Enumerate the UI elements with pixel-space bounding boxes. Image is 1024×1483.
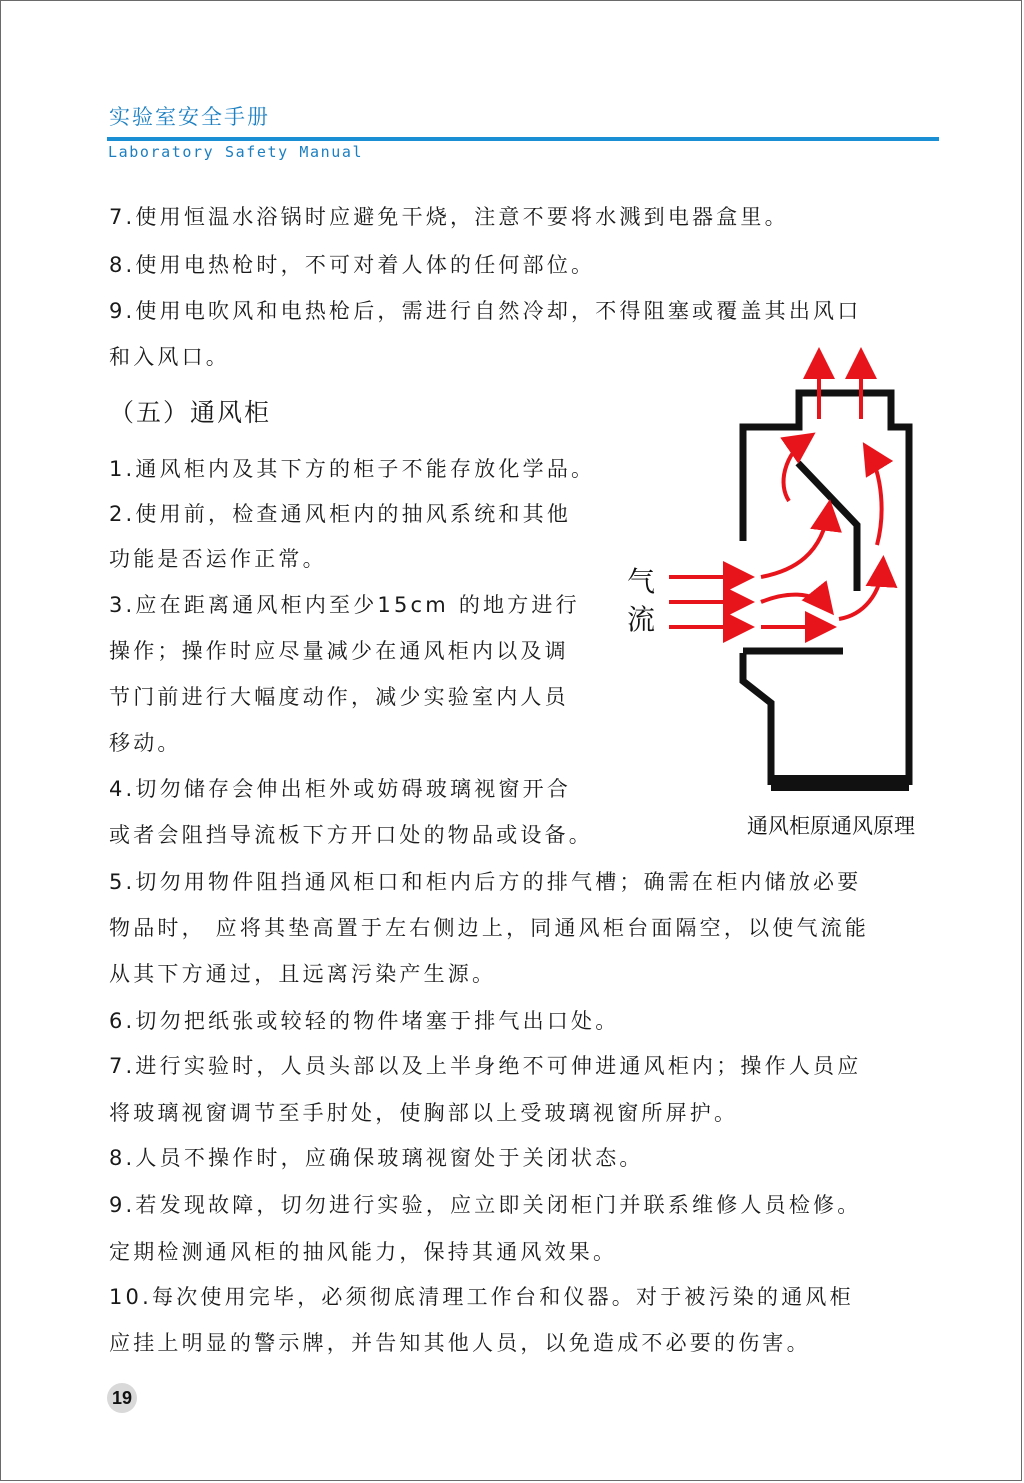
airflow-label: 气 <box>627 565 656 598</box>
paragraph-line: 9.使用电吹风和电热枪后，需进行自然冷却，不得阻塞或覆盖其出风口 <box>109 299 862 323</box>
flow-arrow <box>867 449 882 545</box>
page-number: 19 <box>107 1383 137 1413</box>
hood-base <box>771 775 909 791</box>
fume-hood-diagram <box>613 345 943 845</box>
header-subtitle: Laboratory Safety Manual <box>108 143 364 161</box>
paragraph-line: 8.人员不操作时，应确保玻璃视窗处于关闭状态。 <box>109 1146 644 1170</box>
paragraph-line: 4.切勿储存会伸出柜外或妨碍玻璃视窗开合 <box>109 777 572 801</box>
paragraph-line: 功能是否运作正常。 <box>109 547 327 571</box>
section-title: （五）通风柜 <box>109 398 272 427</box>
flow-arrow <box>761 595 829 609</box>
paragraph-line: 将玻璃视窗调节至手肘处，使胸部以上受玻璃视窗所屏护。 <box>109 1101 739 1125</box>
paragraph-line: 和入风口。 <box>109 345 230 369</box>
paragraph-line: 从其下方通过，且远离污染产生源。 <box>109 962 497 986</box>
airflow-label: 流 <box>627 603 656 636</box>
paragraph-line: 1.通风柜内及其下方的柜子不能存放化学品。 <box>109 457 596 481</box>
flow-arrow <box>761 507 829 577</box>
diagram-caption: 通风柜原通风原理 <box>747 814 915 838</box>
hood-outline <box>743 393 909 785</box>
paragraph-line: 7.进行实验时，人员头部以及上半身绝不可伸进通风柜内；操作人员应 <box>109 1054 862 1078</box>
paragraph-line: 或者会阻挡导流板下方开口处的物品或设备。 <box>109 823 593 847</box>
paragraph-line: 应挂上明显的警示牌，并告知其他人员，以免造成不必要的伤害。 <box>109 1331 811 1355</box>
paragraph-line: 10.每次使用完毕，必须彻底清理工作台和仪器。对于被污染的通风柜 <box>109 1285 854 1309</box>
paragraph-line: 7.使用恒温水浴锅时应避免干烧，注意不要将水溅到电器盒里。 <box>109 205 789 229</box>
paragraph-line: 操作；操作时应尽量减少在通风柜内以及调 <box>109 639 569 663</box>
header-title: 实验室安全手册 <box>109 105 270 129</box>
paragraph-line: 移动。 <box>109 731 182 755</box>
paragraph-line: 定期检测通风柜的抽风能力，保持其通风效果。 <box>109 1240 618 1264</box>
paragraph-line: 2.使用前，检查通风柜内的抽风系统和其他 <box>109 502 572 526</box>
paragraph-line: 3.应在距离通风柜内至少15cm 的地方进行 <box>109 593 580 617</box>
baffle <box>798 463 857 591</box>
paragraph-line: 8.使用电热枪时，不可对着人体的任何部位。 <box>109 253 596 277</box>
flow-arrow <box>839 563 883 619</box>
paragraph-line: 9.若发现故障，切勿进行实验，应立即关闭柜门并联系维修人员检修。 <box>109 1193 862 1217</box>
paragraph-line: 6.切勿把纸张或较轻的物件堵塞于排气出口处。 <box>109 1009 620 1033</box>
paragraph-line: 节门前进行大幅度动作，减少实验室内人员 <box>109 685 569 709</box>
header-divider <box>107 137 939 141</box>
paragraph-line: 5.切勿用物件阻挡通风柜口和柜内后方的排气槽；确需在柜内储放必要 <box>109 870 862 894</box>
paragraph-line: 物品时， 应将其垫高置于左右侧边上，同通风柜台面隔空，以使气流能 <box>109 916 870 940</box>
